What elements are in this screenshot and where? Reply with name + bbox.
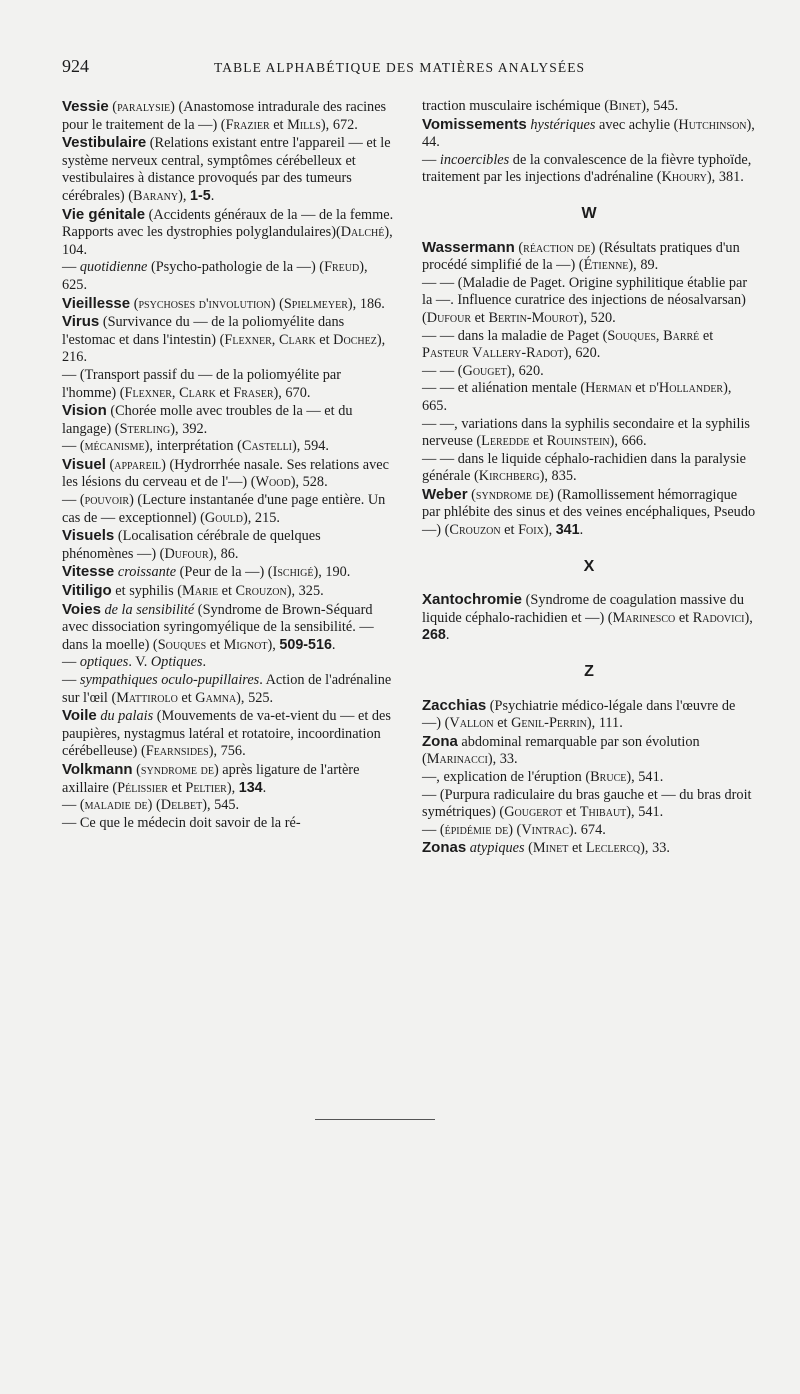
entry-text: ) après ligature de l'artère axillaire ( xyxy=(62,761,360,796)
entry-text: (Mouvements de va-et-vient du — et des paupières, nystagmus latéral et rotatoire, incoordination cérébelleuse) ( xyxy=(62,708,391,760)
index-entry xyxy=(62,438,394,456)
author-name: Dalché xyxy=(340,224,385,241)
index-entry xyxy=(422,486,756,540)
index-entry xyxy=(422,839,756,858)
entry-text: . xyxy=(445,627,450,644)
entry-text: ), 525. xyxy=(236,689,274,706)
page-header xyxy=(62,56,800,80)
index-entry xyxy=(62,456,394,492)
entry-text: ), 620. xyxy=(563,345,601,362)
index-entry xyxy=(422,363,756,381)
index-entry xyxy=(62,98,394,134)
entry-text: — — dans la maladie de Paget ( xyxy=(422,327,608,344)
entry-text: ), 381. xyxy=(706,169,744,186)
entry-text: ), 594. xyxy=(292,438,329,455)
entry-text: et syphilis ( xyxy=(111,583,183,600)
author-name: Genil-Perrin xyxy=(511,715,587,732)
entry-text: ), 528. xyxy=(290,474,328,491)
entry-text: ) (Lecture instantanée d'une page entière. Un cas de — exceptionnel) ( xyxy=(62,492,386,526)
italic-term: du palais xyxy=(100,708,154,725)
index-entry xyxy=(62,295,394,314)
entry-text: (Survivance du — de la poliomyélite dans l'estomac et dans l'intestin) ( xyxy=(62,314,345,348)
headword: Volkmann xyxy=(62,760,133,778)
entry-text: , xyxy=(271,331,279,348)
headword: Zona xyxy=(422,732,458,750)
entry-text: et xyxy=(269,116,288,133)
author-name: Bruce xyxy=(590,769,627,785)
entry-text: (Accidents généraux de la — de la femme. Rapports avec les dystrophies polyglandulaires)( xyxy=(62,206,394,241)
index-entry xyxy=(62,601,394,655)
italic-term: incoercibles xyxy=(439,151,510,168)
author-name: Gamna xyxy=(195,689,237,706)
entry-text: et xyxy=(206,636,224,653)
entry-text: et xyxy=(315,331,334,348)
index-entry xyxy=(62,402,394,438)
author-name: Souques xyxy=(157,636,207,653)
headword: Voies xyxy=(62,600,101,618)
entry-text: ), 216. xyxy=(62,331,386,366)
entry-text: ), xyxy=(178,187,191,204)
entry-text: ), 111. xyxy=(586,715,623,732)
entry-text: . V. xyxy=(128,654,151,671)
entry-text: ), 33. xyxy=(640,840,670,857)
headword: Vestibulaire xyxy=(62,134,147,152)
index-entry xyxy=(422,275,756,328)
author-name: Étienne xyxy=(583,257,629,274)
index-entry xyxy=(62,563,394,582)
author-name: Radovici xyxy=(692,609,745,626)
entry-text: ) (Résultats pratiques d'un procédé simplifié de la —) ( xyxy=(422,239,740,274)
author-name: Wood xyxy=(255,474,291,491)
bold-page-ref: 268 xyxy=(422,627,446,644)
entry-text: et xyxy=(568,840,586,857)
author-name: Thibaut xyxy=(579,804,627,821)
entry-text: ), xyxy=(744,609,753,626)
entry-text: ) (Ramollissement hémorragique par phlébite des sinus et des veines encéphaliques, Pseudo —) ( xyxy=(422,486,756,539)
entry-text: et xyxy=(699,327,714,344)
entry-text: (Relations existant entre l'appareil — et le système nerveux central, symptômes cérébelleux et vestibulaires à distance provoqués par des tumeurs cérébrales) ( xyxy=(62,135,391,204)
author-name: Marie xyxy=(182,583,219,600)
italic-term: optiques xyxy=(79,654,129,671)
running-title: TABLE ALPHABÉTIQUE DES MATIÈRES ANALYSÉES xyxy=(214,60,586,75)
entry-text: ), 670. xyxy=(273,384,311,401)
author-name: Flexner xyxy=(124,384,172,401)
entry-text: ), 33. xyxy=(487,751,518,768)
headword: Wassermann xyxy=(422,238,515,256)
author-name: Bertin-Mourot xyxy=(488,309,579,326)
entry-text: . xyxy=(262,779,267,796)
author-name: Rouinstein xyxy=(546,433,610,450)
headword: Zacchias xyxy=(422,696,487,714)
index-entry xyxy=(62,313,394,367)
entry-text: — xyxy=(62,672,80,688)
entry-text: et xyxy=(167,779,186,796)
author-name: Kirchberg xyxy=(478,468,540,485)
entry-text: — ( xyxy=(62,492,85,509)
author-name: Gouget xyxy=(462,362,507,379)
entry-text: et xyxy=(500,522,519,539)
author-name: Pasteur Vallery-Radot xyxy=(422,345,564,362)
index-entry xyxy=(422,697,756,733)
index-entry xyxy=(422,822,756,840)
index-entry xyxy=(422,733,756,769)
entry-text: ( xyxy=(108,99,118,115)
section-letter: Z xyxy=(584,663,594,681)
author-name: syndrome de xyxy=(140,761,214,778)
index-entry xyxy=(422,787,756,822)
author-name: maladie de xyxy=(84,797,148,814)
bold-page-ref: 509-516 xyxy=(279,636,332,653)
entry-text: et xyxy=(218,583,236,600)
author-name: d'Hollander xyxy=(649,380,724,397)
index-entry xyxy=(422,769,756,787)
index-entry xyxy=(422,591,756,645)
entry-text: — ( xyxy=(62,438,85,455)
italic-term: croissante xyxy=(117,564,177,581)
entry-text: et xyxy=(471,309,489,326)
entry-text: ), 541. xyxy=(626,804,664,821)
italic-term: de la sensibilité xyxy=(104,601,195,618)
entry-text: — xyxy=(62,654,80,671)
author-name: Barany xyxy=(133,187,179,204)
author-name: mécanisme xyxy=(84,438,145,455)
author-name: syndrome de xyxy=(475,486,549,503)
entry-text: (Syndrome de coagulation massive du liquide céphalo-rachidien et —) ( xyxy=(422,592,744,626)
italic-term: quotidienne xyxy=(79,259,148,276)
author-name: Foix xyxy=(518,522,544,539)
index-entry xyxy=(62,206,394,260)
bold-page-ref: 134 xyxy=(238,779,263,796)
entry-text: ). 674. xyxy=(568,821,606,838)
entry-text: ), interprétation ( xyxy=(144,438,242,455)
entry-text: ) ( xyxy=(508,821,522,838)
headword: Vomissements xyxy=(422,115,527,133)
entry-text: . Action de l'adrénaline sur l'œil ( xyxy=(62,672,392,706)
entry-text: — — et aliénation mentale ( xyxy=(422,380,586,397)
entry-text: . xyxy=(331,636,336,653)
entry-text: ), 392. xyxy=(170,420,208,437)
author-name: Dufour xyxy=(426,309,471,326)
index-entry xyxy=(422,451,756,486)
entry-text: ), xyxy=(226,779,239,796)
author-name: Marinesco xyxy=(612,609,676,626)
page-number: 924 xyxy=(62,56,89,76)
index-entry xyxy=(62,259,394,294)
entry-text: ), 104. xyxy=(62,224,393,258)
index-entry xyxy=(62,527,394,563)
italic-term: hystériques xyxy=(530,116,596,133)
author-name: Spielmeyer xyxy=(283,295,348,312)
author-name: Gougerot xyxy=(504,804,563,821)
entry-text: — ( xyxy=(422,821,445,838)
index-entry xyxy=(62,815,394,833)
author-name: Flexner xyxy=(224,331,272,348)
headword: Virus xyxy=(62,313,100,331)
entry-text: ) (Hydrorrhée nasale. Ses relations avec les lésions du cerveau et de l'—) ( xyxy=(62,456,389,491)
index-entry xyxy=(422,416,756,451)
entry-text: — (Transport passif du — de la poliomyélite par l'homme) ( xyxy=(62,366,342,401)
right-column xyxy=(422,98,756,858)
entry-text: ), 625. xyxy=(62,259,368,293)
entry-text: ), 672. xyxy=(320,116,358,133)
left-column xyxy=(62,98,394,832)
author-name: Fraser xyxy=(233,384,274,401)
author-name: Mignot xyxy=(223,636,268,653)
author-name: Marinacci xyxy=(426,751,488,768)
author-name: Dochez xyxy=(333,331,377,348)
author-name: Mills xyxy=(287,116,321,133)
author-name: Clark xyxy=(278,331,316,348)
entry-text: — — ( xyxy=(422,362,463,379)
entry-text: (Syndrome de Brown-Séquard avec dissociation syringomyélique de la sensibilité. — dans la moelle) ( xyxy=(62,601,374,653)
entry-text: , xyxy=(655,327,664,344)
author-name: réaction de xyxy=(523,239,591,256)
entry-text: de la convalescence de la fièvre typhoïde, traitement par les injections d'adrénaline ( xyxy=(422,151,752,186)
author-name: Khoury xyxy=(661,169,707,186)
author-name: pouvoir xyxy=(84,492,130,509)
index-entry xyxy=(62,492,394,527)
author-name: appareil xyxy=(114,456,162,473)
entry-text: ), 86. xyxy=(208,545,239,562)
headword: Vitesse xyxy=(62,563,115,581)
author-name: Clark xyxy=(179,384,216,401)
entry-text: et xyxy=(529,433,547,450)
entry-text: . xyxy=(579,522,584,539)
entry-text: — ( xyxy=(62,797,85,814)
italic-term: sympathiques oculo-pupillaires xyxy=(79,672,260,688)
author-name: Leclercq xyxy=(585,840,641,857)
italic-term: Optiques xyxy=(150,654,203,671)
entry-text: — (Purpura radiculaire du bras gauche et — du bras droit symétriques) ( xyxy=(422,786,752,821)
entry-text: ), 545. xyxy=(202,797,240,814)
author-name: Dufour xyxy=(164,545,209,562)
entry-text: ), 44. xyxy=(422,116,755,151)
entry-text: . xyxy=(210,187,215,204)
entry-text: (Psycho-pathologie de la —) ( xyxy=(147,259,325,276)
entry-text: ), 835. xyxy=(539,468,577,485)
entry-text: —, explication de l'éruption ( xyxy=(422,769,591,785)
author-name: Minet xyxy=(532,840,569,857)
author-name: Freud xyxy=(324,259,360,276)
headword: Vessie xyxy=(62,98,109,115)
entry-text: , xyxy=(171,384,180,401)
entry-text: (Chorée molle avec troubles de la — et du langage) ( xyxy=(62,403,353,437)
entry-text: traction musculaire ischémique ( xyxy=(422,98,609,114)
entry-text: ( xyxy=(467,486,476,503)
index-entry xyxy=(62,582,394,601)
entry-text: — — (Maladie de Paget. Origine syphilitique établie par la —. Influence curatrice des injections de néosalvarsan) ( xyxy=(422,274,748,326)
headword: Weber xyxy=(422,485,468,503)
author-name: psychoses d'involution xyxy=(138,295,271,312)
index-entry xyxy=(62,134,394,205)
headword: Visuel xyxy=(62,455,106,473)
entry-text: ), 665. xyxy=(422,380,732,414)
author-name: Gould xyxy=(204,509,244,526)
index-entry xyxy=(62,654,394,672)
headword: Vision xyxy=(62,402,107,420)
index-entry xyxy=(62,797,394,815)
author-name: Herman xyxy=(585,380,632,397)
entry-text: ( xyxy=(514,239,524,256)
bold-page-ref: 341 xyxy=(555,522,580,539)
entry-text: ) (Anastomose intradurale des racines pour le traitement de la —) ( xyxy=(62,99,387,133)
entry-text: et xyxy=(493,715,512,732)
author-name: Frazier xyxy=(225,116,270,133)
author-name: Barré xyxy=(663,327,700,344)
author-name: Souques xyxy=(607,327,656,344)
author-name: Crouzon xyxy=(449,522,501,539)
index-entry xyxy=(62,367,394,402)
author-name: Mattirolo xyxy=(116,689,178,706)
entry-text: avec achylie ( xyxy=(595,116,679,133)
headword: Vieillesse xyxy=(62,294,131,312)
entry-text: ), 325. xyxy=(286,583,324,600)
index-entry xyxy=(422,380,756,415)
entry-text: et xyxy=(177,689,196,706)
entry-text: ), xyxy=(543,522,556,539)
entry-text: et xyxy=(675,609,693,626)
entry-text: ), 89. xyxy=(628,257,659,274)
headword: Visuels xyxy=(62,527,115,545)
entry-text: — — dans le liquide céphalo-rachidien dans la paralysie générale ( xyxy=(422,450,746,485)
entry-text: ), 756. xyxy=(208,743,246,760)
italic-term: atypiques xyxy=(469,840,525,857)
entry-text: . xyxy=(202,654,207,671)
author-name: épidémie de xyxy=(444,821,509,838)
author-name: Hutchinson xyxy=(678,116,747,133)
author-name: paralysie xyxy=(117,99,171,115)
entry-text: abdominal remarquable par son évolution ( xyxy=(422,733,700,768)
author-name: Sterling xyxy=(119,420,171,437)
author-name: Binet xyxy=(608,98,642,114)
entry-text: — xyxy=(62,259,80,276)
author-name: Delbet xyxy=(160,797,203,814)
entry-text: ( xyxy=(130,295,139,312)
author-name: Peltier xyxy=(185,779,227,796)
entry-text: ), xyxy=(267,636,280,653)
section-letter: X xyxy=(583,557,595,575)
entry-text: (Localisation cérébrale de quelques phénomènes —) ( xyxy=(62,528,321,562)
headword: Vie génitale xyxy=(62,205,146,223)
author-name: Fearnsides xyxy=(145,743,209,760)
author-name: Leredde xyxy=(481,433,530,450)
index-entry xyxy=(62,761,394,797)
end-rule xyxy=(315,1119,435,1120)
entry-text: ( xyxy=(105,456,115,473)
headword: Xantochromie xyxy=(422,591,523,609)
entry-text: ), 545. xyxy=(641,98,679,114)
section-letter: W xyxy=(581,204,597,222)
entry-text: ), 215. xyxy=(243,509,280,526)
author-name: Ischigé xyxy=(272,564,314,581)
index-entry xyxy=(422,98,756,116)
index-entry xyxy=(422,152,756,187)
entry-text: ), 541. xyxy=(626,769,664,785)
bold-page-ref: 1-5 xyxy=(190,187,211,204)
entry-text: ), 190. xyxy=(313,564,351,581)
headword: Zonas xyxy=(422,839,467,857)
entry-text: ), 186. xyxy=(347,295,385,312)
entry-text: et xyxy=(562,804,580,821)
entry-text: — —, variations dans la syphilis secondaire et la syphilis nerveuse ( xyxy=(422,415,750,450)
entry-text: — xyxy=(422,151,440,168)
entry-text: ), 620. xyxy=(506,362,544,379)
entry-text: (Psychiatrie médico-légale dans l'œuvre de —) ( xyxy=(422,697,736,732)
index-entry xyxy=(62,707,394,761)
headword: Vitiligo xyxy=(62,582,112,600)
entry-text: ) ( xyxy=(270,295,284,312)
entry-text: (Peur de la —) ( xyxy=(176,564,273,581)
index-entry xyxy=(422,116,756,152)
entry-text: et xyxy=(215,384,234,401)
entry-text: ), 520. xyxy=(578,309,616,326)
author-name: Crouzon xyxy=(235,583,287,600)
author-name: Pélissier xyxy=(117,779,168,796)
entry-text: ), 666. xyxy=(609,433,647,450)
entry-text: — Ce que le médecin doit savoir de la ré- xyxy=(62,814,301,831)
author-name: Vintrac xyxy=(521,821,569,838)
index-entry xyxy=(422,328,756,363)
author-name: Castelli xyxy=(241,438,293,455)
entry-text: ( xyxy=(524,840,533,857)
headword: Voile xyxy=(62,707,97,725)
index-entry xyxy=(422,239,756,275)
entry-text: ) ( xyxy=(147,797,161,814)
entry-text: ( xyxy=(132,761,141,778)
entry-text: et xyxy=(631,380,650,397)
index-entry xyxy=(62,672,394,707)
author-name: Vallon xyxy=(449,715,494,732)
